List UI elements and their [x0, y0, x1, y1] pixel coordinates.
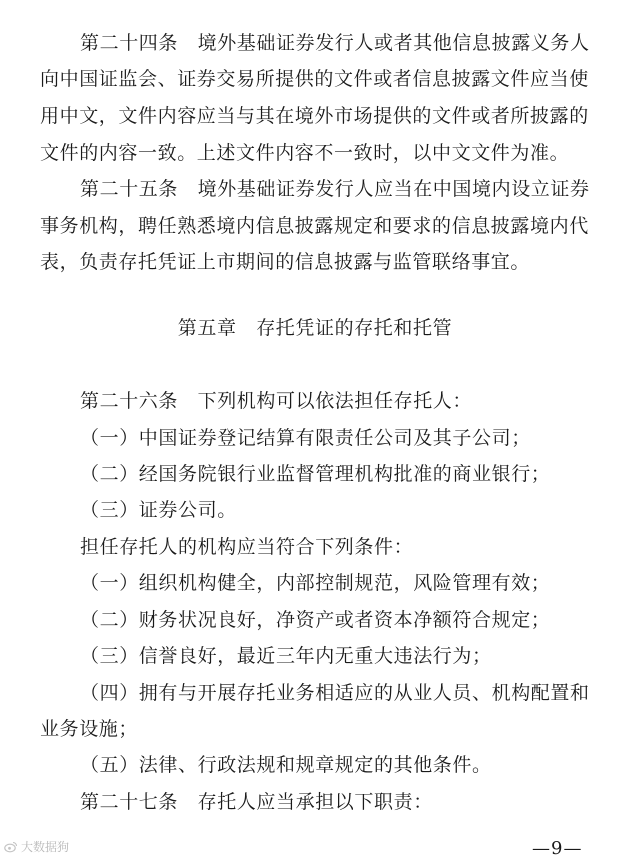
article-26-condition-1: （一）组织机构健全，内部控制规范，风险管理有效；	[80, 572, 551, 594]
chapter-heading: 第五章 存托凭证的存托和托管	[177, 317, 453, 339]
article-26-condition-4-cont: 业务设施；	[40, 718, 139, 740]
article-24-line-3: 用中文，文件内容应当与其在境外市场提供的文件或者所披露的	[40, 105, 589, 127]
article-26-item-2: （二）经国务院银行业监督管理机构批准的商业银行；	[80, 463, 551, 485]
article-25-line-1: 第二十五条 境外基础证券发行人应当在中国境内设立证券	[80, 178, 590, 200]
weibo-logo-icon	[4, 840, 18, 854]
article-26-item-3: （三）证券公司。	[80, 499, 237, 521]
article-26-condition-4: （四）拥有与开展存托业务相适应的从业人员、机构配置和	[80, 682, 590, 704]
article-24-line-2: 向中国证监会、证券交易所提供的文件或者信息披露文件应当使	[40, 68, 589, 90]
article-24-line-4: 文件的内容一致。上述文件内容不一致时，以中文文件为准。	[40, 142, 570, 164]
article-24-line-1: 第二十四条 境外基础证券发行人或者其他信息披露义务人	[80, 32, 590, 54]
article-25-line-2: 事务机构，聘任熟悉境内信息披露规定和要求的信息披露境内代	[40, 215, 589, 237]
article-26-item-1: （一）中国证券登记结算有限责任公司及其子公司；	[80, 427, 531, 449]
article-26-line-1: 第二十六条 下列机构可以依法担任存托人：	[80, 390, 473, 412]
watermark	[4, 838, 69, 855]
article-26-condition-5: （五）法律、行政法规和规章规定的其他条件。	[80, 754, 492, 776]
article-26-condition-3: （三）信誉良好，最近三年内无重大违法行为；	[80, 645, 492, 667]
article-25-line-3: 表，负责存托凭证上市期间的信息披露与监管联络事宜。	[40, 251, 531, 273]
page-number: —9—	[532, 838, 583, 859]
article-26-condition-2: （二）财务状况良好，净资产或者资本净额符合规定；	[80, 609, 551, 631]
article-27-line-1: 第二十七条 存托人应当承担以下职责：	[80, 791, 433, 813]
watermark-text: 大数据狗	[21, 840, 70, 854]
article-26-conditions-intro: 担任存托人的机构应当符合下列条件：	[80, 536, 414, 558]
